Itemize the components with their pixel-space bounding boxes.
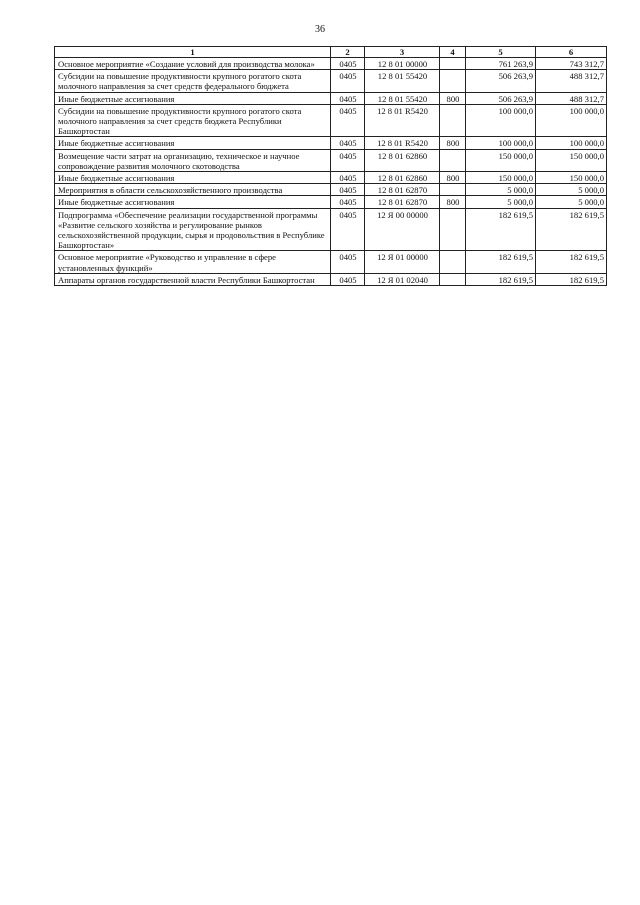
row-section: 0405: [331, 58, 365, 70]
row-code: 12 8 01 R5420: [365, 104, 440, 137]
row-section: 0405: [331, 273, 365, 285]
row-section: 0405: [331, 196, 365, 208]
row-name: Возмещение части затрат на организацию, техническое и научное сопровождение развития молочного скотоводства: [55, 149, 331, 171]
row-code: 12 8 01 55420: [365, 70, 440, 92]
table-row: [55, 149, 607, 171]
row-value-5: 100 000,0: [466, 137, 536, 149]
row-code: 12 8 01 R5420: [365, 137, 440, 149]
row-value-5: 182 619,5: [466, 273, 536, 285]
row-section: 0405: [331, 104, 365, 137]
row-code: 12 8 01 62870: [365, 184, 440, 196]
row-value-6: 488 312,7: [536, 92, 607, 104]
row-code: 12 8 01 00000: [365, 58, 440, 70]
row-kind: [440, 208, 466, 251]
row-name: Основное мероприятие «Руководство и управление в сфере установленных функций»: [55, 251, 331, 273]
table-header-row: [55, 47, 607, 58]
row-value-5: 5 000,0: [466, 184, 536, 196]
budget-table: [54, 46, 607, 286]
row-kind: [440, 184, 466, 196]
row-value-5: 150 000,0: [466, 172, 536, 184]
row-code: 12 Я 01 02040: [365, 273, 440, 285]
row-value-6: 182 619,5: [536, 208, 607, 251]
row-name: Иные бюджетные ассигнования: [55, 196, 331, 208]
table-row: [55, 92, 607, 104]
row-value-5: 506 263,9: [466, 92, 536, 104]
row-code: 12 8 01 62860: [365, 149, 440, 171]
table-row: [55, 58, 607, 70]
row-name: Подпрограмма «Обеспечение реализации государственной программы «Развитие сельского хозяйства и регулирование рынков сельскохозяйственной продукции, сырья и продовольствия в Республике Башкортостан»: [55, 208, 331, 251]
header-col-3: 3: [365, 47, 440, 58]
row-kind: [440, 104, 466, 137]
table-row: [55, 251, 607, 273]
header-col-5: 5: [466, 47, 536, 58]
row-kind: 800: [440, 92, 466, 104]
row-value-5: 506 263,9: [466, 70, 536, 92]
row-section: 0405: [331, 92, 365, 104]
row-name: Субсидии на повышение продуктивности крупного рогатого скота молочного направления за счет средств бюджета Республики Башкортостан: [55, 104, 331, 137]
header-col-4: 4: [440, 47, 466, 58]
row-value-6: 488 312,7: [536, 70, 607, 92]
row-name: Иные бюджетные ассигнования: [55, 172, 331, 184]
row-name: Аппараты органов государственной власти Республики Башкортостан: [55, 273, 331, 285]
row-code: 12 8 01 55420: [365, 92, 440, 104]
table-row: [55, 273, 607, 285]
table-row: [55, 184, 607, 196]
row-name: Иные бюджетные ассигнования: [55, 137, 331, 149]
row-value-6: 182 619,5: [536, 251, 607, 273]
row-section: 0405: [331, 70, 365, 92]
row-kind: [440, 149, 466, 171]
row-section: 0405: [331, 208, 365, 251]
table-row: [55, 172, 607, 184]
row-kind: 800: [440, 172, 466, 184]
row-name: Мероприятия в области сельскохозяйственного производства: [55, 184, 331, 196]
row-section: 0405: [331, 137, 365, 149]
row-name: Основное мероприятие «Создание условий для производства молока»: [55, 58, 331, 70]
row-section: 0405: [331, 149, 365, 171]
row-name: Субсидии на повышение продуктивности крупного рогатого скота молочного направления за счет средств федерального бюджета: [55, 70, 331, 92]
row-kind: 800: [440, 196, 466, 208]
row-value-6: 100 000,0: [536, 104, 607, 137]
row-kind: [440, 251, 466, 273]
row-value-6: 743 312,7: [536, 58, 607, 70]
row-kind: [440, 70, 466, 92]
row-section: 0405: [331, 172, 365, 184]
table-row: [55, 208, 607, 251]
row-kind: 800: [440, 137, 466, 149]
page-number: 36: [315, 24, 325, 35]
header-col-6: 6: [536, 47, 607, 58]
row-code: 12 Я 01 00000: [365, 251, 440, 273]
row-code: 12 8 01 62860: [365, 172, 440, 184]
table-row: [55, 137, 607, 149]
row-section: 0405: [331, 251, 365, 273]
row-kind: [440, 58, 466, 70]
row-value-6: 182 619,5: [536, 273, 607, 285]
row-value-6: 150 000,0: [536, 149, 607, 171]
row-kind: [440, 273, 466, 285]
row-code: 12 Я 00 00000: [365, 208, 440, 251]
row-value-5: 761 263,9: [466, 58, 536, 70]
header-col-2: 2: [331, 47, 365, 58]
row-value-6: 5 000,0: [536, 184, 607, 196]
row-value-5: 150 000,0: [466, 149, 536, 171]
row-value-5: 182 619,5: [466, 251, 536, 273]
row-value-5: 5 000,0: [466, 196, 536, 208]
row-section: 0405: [331, 184, 365, 196]
row-value-5: 100 000,0: [466, 104, 536, 137]
row-value-6: 100 000,0: [536, 137, 607, 149]
header-col-1: 1: [55, 47, 331, 58]
table-row: [55, 70, 607, 92]
row-code: 12 8 01 62870: [365, 196, 440, 208]
table-row: [55, 196, 607, 208]
table-row: [55, 104, 607, 137]
row-value-5: 182 619,5: [466, 208, 536, 251]
row-name: Иные бюджетные ассигнования: [55, 92, 331, 104]
row-value-6: 5 000,0: [536, 196, 607, 208]
row-value-6: 150 000,0: [536, 172, 607, 184]
